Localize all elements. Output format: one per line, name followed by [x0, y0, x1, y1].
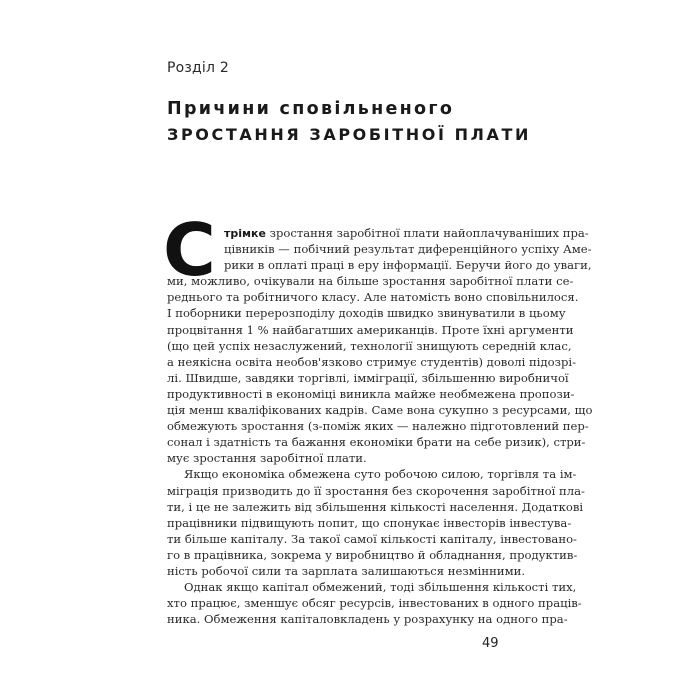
text-line: хто працює, зменшує обсяг ресурсів, інвестованих в одного праців-	[167, 596, 582, 611]
text-line: а неякісна освіта необов'язково стримує студентів) доволі підозрі-	[167, 354, 576, 369]
chapter-title-line-1: Причини сповільненого	[167, 99, 455, 119]
text-line: го в працівника, зокрема у виробництво й обладнання, продуктив-	[167, 547, 578, 562]
page-number: 49	[482, 636, 499, 651]
text-line: ми, можливо, очікували на більше зростання заробітної плати се-	[167, 274, 574, 289]
lead-word: трімке	[224, 227, 266, 240]
text-line: лі. Швидше, завдяки торгівлі, імміграції, збільшенню виробничої	[167, 370, 569, 385]
text-line: обмежують зростання (з-поміж яких — належно підготовлений пер-	[167, 419, 589, 434]
text-line: працівники підвищують попит, що спонукає інвесторів інвестува-	[167, 515, 572, 530]
text-line: рики в оплаті праці в еру інформації. Беручи його до уваги,	[224, 258, 592, 273]
text-line: процвітання 1 % найбагатших американців. Проте їхні аргументи	[167, 322, 574, 337]
text-line: міграція призводить до її зростання без скорочення заробітної пла-	[167, 483, 585, 498]
text-line: трімке зростання заробітної плати найоплачуваніших пра-	[224, 226, 589, 240]
text-line: Однак якщо капітал обмежений, тоді збільшення кількості тих,	[184, 580, 577, 595]
body-text	[167, 225, 593, 627]
text-line: І поборники перерозподілу доходів швидко звинуватили в цьому	[167, 306, 566, 321]
text-line: реднього та робітничого класу. Але натомість воно сповільнилося.	[167, 290, 579, 305]
text-line: мує зростання заробітної плати.	[167, 451, 367, 466]
chapter-title	[167, 96, 567, 148]
chapter-label: Розділ 2	[167, 60, 229, 76]
drop-cap: С	[163, 208, 216, 292]
text-line: цівників — побічний результат диференційного успіху Аме-	[224, 242, 592, 257]
text-line: ника. Обмеження капіталовкладень у розрахунку на одного пра-	[167, 612, 568, 627]
text-line: ти більше капіталу. За такої самої кількості капіталу, інвестовано-	[167, 531, 577, 546]
text-line: (що цей успіх незаслужений, технології знищують середній клас,	[167, 338, 572, 353]
text-line: сонал і здатність та бажання економіки брати на себе ризик), стри-	[167, 435, 586, 450]
text-line: Якщо економіка обмежена суто робочою силою, торгівля та ім-	[184, 467, 577, 482]
text-line: ність робочої сили та зарплата залишаються незмінними.	[167, 563, 526, 578]
text-line: продуктивності в економіці виникла майже необмежена пропози-	[167, 386, 575, 401]
chapter-title-line-2: ЗРОСТАННЯ ЗАРОБІТНОЇ ПЛАТИ	[167, 125, 532, 144]
text-line: ти, і це не залежить від збільшення кількості населення. Додаткові	[167, 499, 584, 514]
text-line: ція менш кваліфікованих кадрів. Саме вона сукупно з ресурсами, що	[167, 403, 593, 418]
